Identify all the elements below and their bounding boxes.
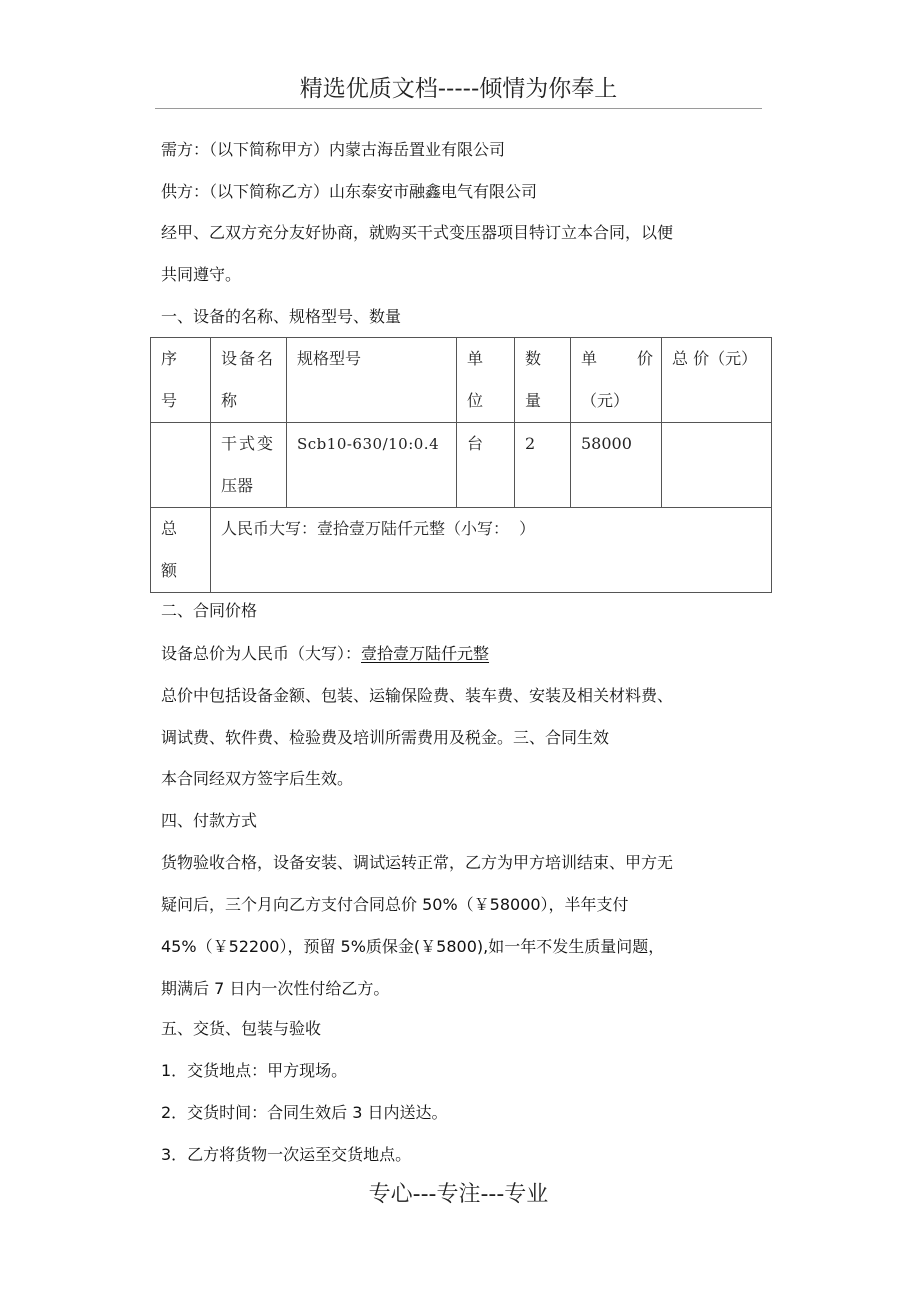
- intro-line-2: 共同遵守。: [161, 265, 242, 284]
- page-header-title: 精选优质文档-----倾情为你奉上: [299, 76, 618, 102]
- section4-line-3: 45%（￥52200），预留 5%质保金(￥5800),如一年不发生质量问题，: [161, 937, 665, 956]
- sum-text: 人民币大写：壹拾壹万陆仟元整（小写： ）: [211, 508, 772, 593]
- header-name: 设备名 称: [211, 338, 287, 423]
- cell-total: [662, 423, 772, 508]
- table-row: [151, 423, 772, 508]
- section5-item-3: 3．乙方将货物一次运至交货地点。: [161, 1145, 412, 1164]
- section4-line-2: 疑问后，三个月向乙方支付合同总价 50%（￥58000），半年支付: [161, 895, 629, 914]
- equipment-table: [150, 337, 772, 593]
- header-model: 规格型号: [287, 338, 457, 423]
- buyer-line: 需方：（以下简称甲方）内蒙古海岳置业有限公司: [161, 140, 506, 159]
- section5-item-2: 2．交货时间：合同生效后 3 日内送达。: [161, 1103, 448, 1122]
- section4-line-1: 货物验收合格，设备安装、调试运转正常，乙方为甲方培训结束、甲方无: [161, 853, 674, 872]
- table-header-row: [151, 338, 772, 423]
- table-sum-row: [151, 508, 772, 593]
- sum-label: 总 额: [151, 508, 211, 593]
- price-prefix: 设备总价为人民币（大写）：: [161, 644, 362, 663]
- page-footer: 专心---专注---专业: [368, 1182, 549, 1207]
- section1-title: 一、设备的名称、规格型号、数量: [161, 307, 402, 326]
- seller-line: 供方：（以下简称乙方）山东泰安市融鑫电气有限公司: [161, 182, 538, 201]
- section2-line-1: [161, 643, 507, 665]
- cell-unit-price: 58000: [571, 423, 662, 508]
- header-unit-price: 单 价 （元）: [571, 338, 662, 423]
- section2-line-2: 总价中包括设备金额、包装、运输保险费、装车费、安装及相关材料费、: [161, 686, 674, 705]
- cell-unit: 台: [457, 423, 515, 508]
- section5-title: 五、交货、包装与验收: [161, 1019, 322, 1038]
- section4-line-4: 期满后 7 日内一次性付给乙方。: [161, 979, 390, 998]
- section5-item-1: 1．交货地点：甲方现场。: [161, 1061, 348, 1080]
- price-amount: 壹拾壹万陆仟元整: [361, 644, 490, 663]
- header-qty: 数 量: [515, 338, 571, 423]
- intro-line-1: 经甲、乙双方充分友好协商，就购买干式变压器项目特订立本合同，以便: [161, 223, 674, 242]
- section4-title: 四、付款方式: [161, 811, 258, 830]
- cell-qty: 2: [515, 423, 571, 508]
- section2-line-3: 调试费、软件费、检验费及培训所需费用及税金。三、合同生效: [161, 728, 610, 747]
- header-unit: 单 位: [457, 338, 515, 423]
- section2-line-4: 本合同经双方签字后生效。: [161, 769, 354, 788]
- header-total: 总 价（元）: [662, 338, 772, 423]
- cell-seq: [151, 423, 211, 508]
- cell-model: Scb10-630/10:0.4: [287, 423, 457, 508]
- header-divider: [155, 108, 762, 109]
- cell-name: 干式变 压器: [211, 423, 287, 508]
- section2-title: 二、合同价格: [161, 601, 258, 620]
- header-seq: 序 号: [151, 338, 211, 423]
